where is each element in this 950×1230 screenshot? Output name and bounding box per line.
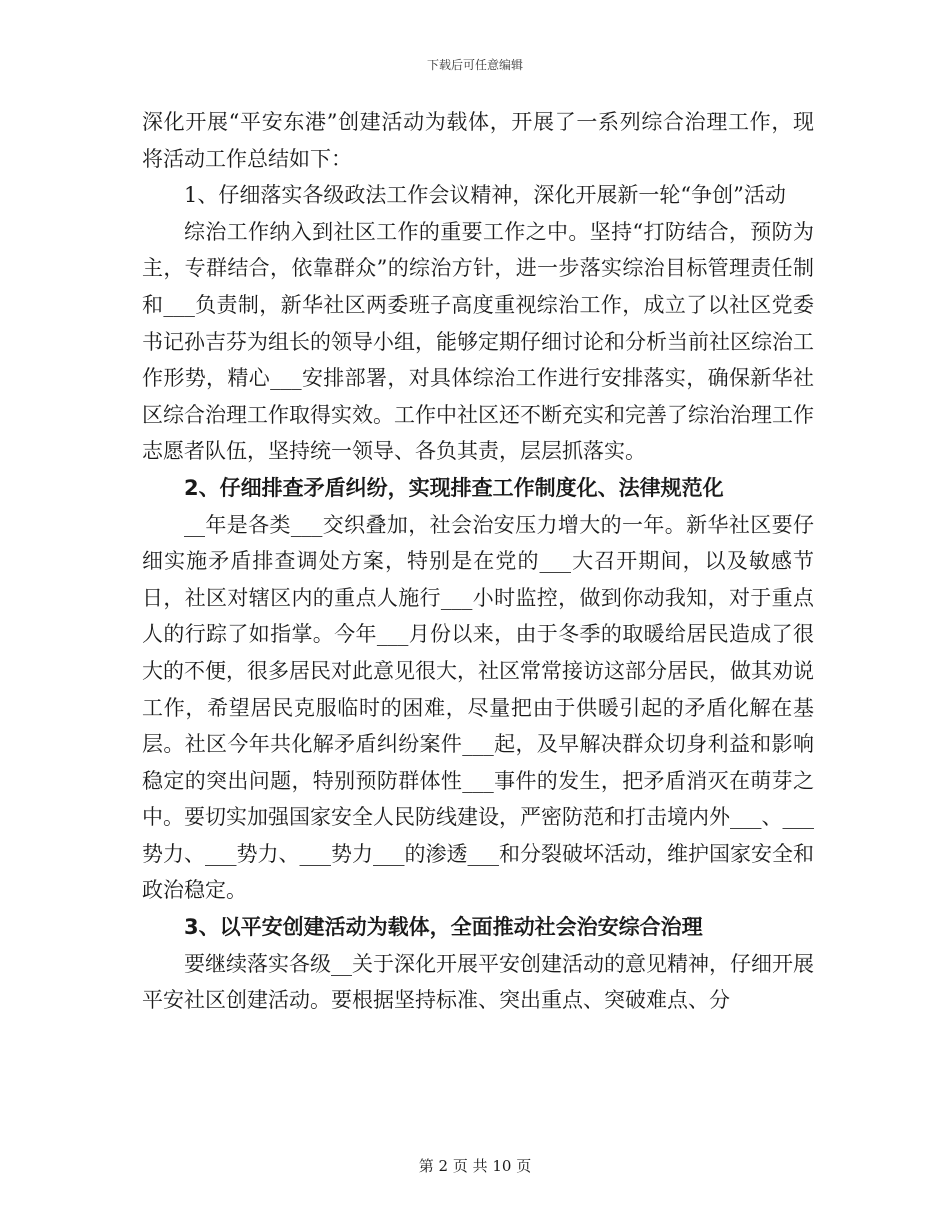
paragraph-item-3-body: 要继续落实各级__关于深化开展平安创建活动的意见精神，仔细开展平安社区创建活动。要根据坚持标准、突出重点、突破难点、分 (142, 951, 814, 1013)
section-heading-3: 3、以平安创建活动为载体，全面推动社会治安综合治理 (184, 915, 703, 940)
document-body (142, 104, 814, 1019)
section-heading-2: 2、仔细排查矛盾纠纷，实现排查工作制度化、法律规范化 (184, 475, 724, 500)
paragraph-item-2-body: __年是各类___交织叠加，社会治安压力增大的一年。新华社区要仔细实施矛盾排查调处方案，特别是在党的___大召开期间，以及敏感节日，社区对辖区内的重点人施行___小时监控，做到你动我知，对于重点人的行踪了如指掌。今年___月份以来，由于冬季的取暖给居民造成了很大的不便，很多居民对此意见很大，社区常常接访这部分居民，做其劝说工作，希望居民克服临时的困难，尽量把由于供暖引起的矛盾化解在基层。社区今年共化解矛盾纠纷案件___起，及早解决群众切身利益和影响稳定的突出问题，特别预防群体性___事件的发生，把矛盾消灭在萌芽之中。要切实加强国家安全人民防线建设，严密防范和打击境内外___、___势力、___势力、___势力___的渗透___和分裂破坏活动，维护国家安全和政治稳定。 (142, 512, 814, 903)
page-number-footer: 第 2 页 共 10 页 (418, 1157, 532, 1175)
paragraph-intro: 深化开展“平安东港”创建活动为载体，开展了一系列综合治理工作，现将活动工作总结如下： (142, 110, 814, 171)
paragraph-item-1-body: 综治工作纳入到社区工作的重要工作之中。坚持“打防结合，预防为主，专群结合，依靠群众”的综治方针，进一步落实综治目标管理责任制和___负责制，新华社区两委班子高度重视综治工作，成立了以社区党委书记孙吉芬为组长的领导小组，能够定期仔细讨论和分析当前社区综治工作形势，精心___安排部署，对具体综治工作进行安排落实，确保新华社区综合治理工作取得实效。工作中社区还不断充实和完善了综治治理工作志愿者队伍，坚持统一领导、各负其责，层层抓落实。 (142, 219, 814, 464)
paragraph-item-1-title: 1、仔细落实各级政法工作会议精神，深化开展新一轮“争创”活动 (184, 183, 786, 208)
page-header-note: 下载后可任意编辑 (426, 58, 523, 72)
